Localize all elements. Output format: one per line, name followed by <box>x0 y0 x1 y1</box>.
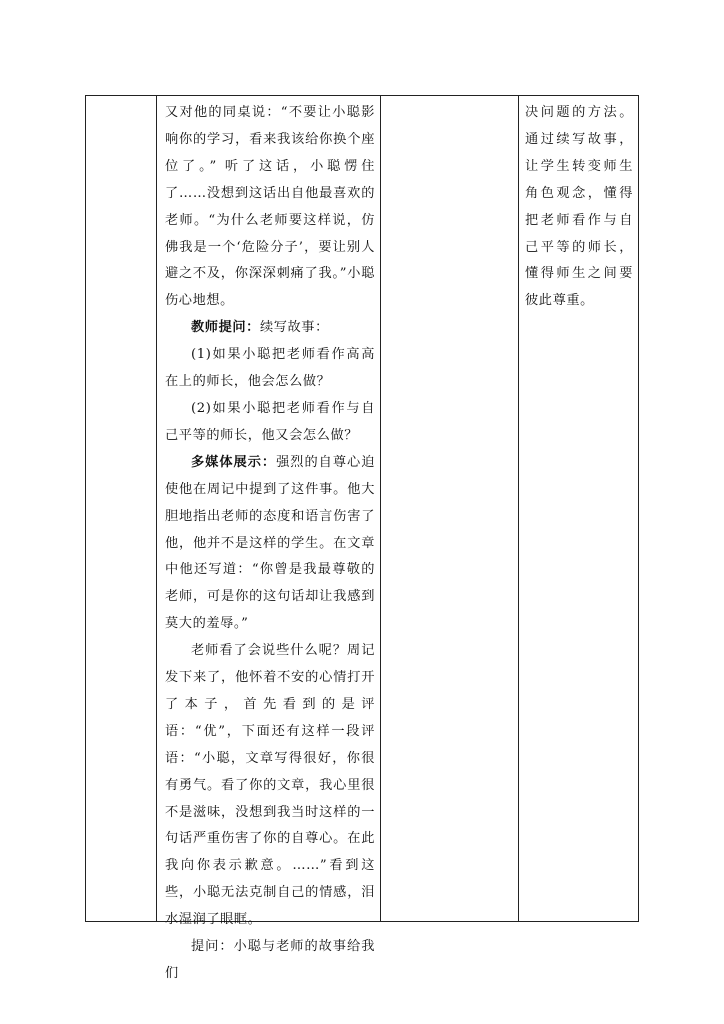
design-intent-cell <box>519 96 639 921</box>
teacher-question-text: 续写故事： <box>259 320 329 336</box>
question-2: (2)如果小聪把老师看作与自己平等的师长，他又会怎么做？ <box>165 400 375 443</box>
multimedia-label: 多媒体展示： <box>191 454 277 470</box>
student-activity-cell <box>381 96 518 921</box>
multimedia-text: 强烈的自尊心迫使他在周记中提到了这件事。他大胆地指出老师的态度和语言伤害了他，他并不是这样的学生。在文章中他还写道：“你曾是我最尊敬的老师，可是你的这句话却让我感到莫大的羞辱。” <box>165 454 375 632</box>
lesson-plan-table <box>85 95 639 981</box>
story-paragraph: 又对他的同桌说：“不要让小聪影响你的学习，看来我该给你换个座位了。” 听了这话，小聪愣住了……没想到这话出自他最喜欢的老师。“为什么老师要这样说，仿佛我是一个‘危险分子’，要让别人避之不及，你深深刺痛了我。”小聪伤心地想。 <box>165 105 375 309</box>
teacher-question-label: 教师提问： <box>191 320 260 336</box>
multimedia-paragraph <box>165 450 375 638</box>
design-intent-text: 决问题的方法。通过续写故事，让学生转变师生角色观念，懂得把老师看作与自己平等的师长，懂得师生之间要彼此尊重。 <box>525 105 633 309</box>
stage-cell <box>86 96 156 921</box>
story-continuation-paragraph: 老师看了会说些什么呢？周记发下来了，他怀着不安的心情打开了本子，首先看到的是评语：“优”，下面还有这样一段评语：“小聪，文章写得很好，你很有勇气。看了你的文章，我心里很不是滋味，没想到我当时这样的一句话严重伤害了你的自尊心。在此我向你表示歉意。……”看到这些，小聪无法克制自己的情感，泪水湿润了眼眶。 <box>165 643 375 928</box>
teaching-process-cell <box>157 96 381 981</box>
question-1: (1)如果小聪把老师看作高高在上的师长，他会怎么做？ <box>165 347 375 390</box>
teacher-question-paragraph <box>165 315 375 342</box>
final-question-paragraph: 提问：小聪与老师的故事给我们 <box>165 939 375 981</box>
